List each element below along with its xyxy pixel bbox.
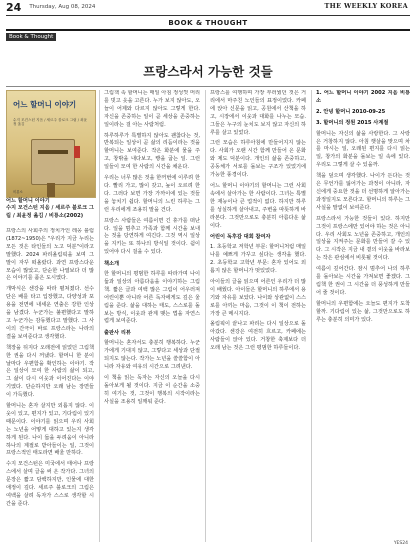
book-list-item: 3. 할머니의 정원 2015 사계절 (316, 119, 389, 126)
section-tag: Book & Thought (6, 33, 56, 41)
cover-title: 어느 할머니 이야기 (13, 100, 77, 109)
paragraph: 프랑스라서 가능한 것들이 있다. 하지만 그것이 프랑스에만 있어야 하는 것은 아니다. 우리 사회도 노년을 존중하고, 개인의 일상을 지켜주는 문화를 만들어 갈 수 있다. 그 시작은 지금 내 곁의 이웃을 바라보는 작은 관심에서 비롯될 것이다. (316, 215, 410, 262)
column-divider (99, 90, 100, 542)
book-cover-image (6, 90, 96, 198)
paragraph: 할머니의 우편함에는 오늘도 편지가 도착할까. 기다림이 있는 삶, 그것만으로도 하루는 충분히 의미가 있다. (316, 300, 410, 323)
paragraph: 프랑스의 사회주의 정치가인 레옹 블럼(1872~1950)은 "우리가 지금 누리는 모든 것은 타인들의 노고 덕분"이라고 말했다. 2024 파리올림픽을 보며 그 말이 자꾸 떠올랐다. 과연 프랑스다운 모습이 많았고, 단순한 나열보다 더 많은 이야기를 품은 도시였다. (6, 228, 94, 282)
paragraph: 한 할머니의 평범한 하루를 따라가며 나이 듦과 일상의 아름다움을 이야기하는 그림책. 짧은 글과 여백 많은 그림이 어우러져 어린이뿐 아니라 어른 독자에게도 깊은 울림을 준다. 삶을 대하는 태도, 스스로를 돌보는 방식, 이웃과 관계 맺는 법을 자연스럽게 보여준다. (104, 271, 200, 325)
paragraph: 할머니는 혼자 살지만 외롭지 않다. 이웃이 있고, 편지가 있고, 기다림이 있기 때문이다. 이야기를 읽으며 우리 사회는 노년을 어떻게 대하고 있는지 생각하게 된다. 나이 듦을 두려움이 아니라 하나의 계절로 받아들이는 일, 그것이 프랑스적인 태도라면 배울 만하다. (6, 403, 94, 457)
paragraph: 수지 모건스턴은 미국에서 태어나 프랑스에서 살며 글을 써 온 작가다. 그녀의 문장은 짧고 담백하지만, 인물에 대한 애정이 깊다. 세르주 블로크의 그림은 여백을 살려 독자가 스스로 생각할 시간을 준다. (6, 461, 94, 507)
section-rule (6, 29, 410, 31)
article-column-1 (6, 228, 94, 544)
article-column-3 (210, 90, 306, 542)
paragraph: 그런 모습은 하루아침에 만들어지지 않는다. 사회가 오랜 시간 함께 만들어 온 문화와 제도 덕분이다. 개인의 삶을 존중하고, 공동체가 서로를 돌보는 구조가 있었기에 가능한 풍경이다. (210, 140, 306, 179)
mailbox-flag (74, 146, 80, 158)
article-byline: YES24 (393, 541, 408, 546)
paragraph: 개막식은 센강을 따라 펼쳐졌다. 선수단은 배를 타고 입장했고, 다양성과 포용을 전면에 내세운 연출은 강한 인상을 남겼다. 누군가는 불편했다고 말하고 누군가는 감동했다고 말했다. 그 사이의 간극이 바로 프랑스라는 나라의 결을 보여준다고 생각했다. (6, 286, 94, 340)
headline-rule (6, 86, 410, 87)
paragraph: 아이들의 글을 읽으며 어른인 우리가 더 많이 배웠다. 아이들은 할머니의 하루에서 용기와 자유를 보았다. 나이와 상관없이 스스로를 아끼는 마음, 그것이 이 책이 전하는 가장 큰 메시지다. (210, 278, 306, 317)
header-rule (6, 15, 410, 16)
paragraph: 책을 덮으며 생각했다. 나이가 든다는 것은 무언가를 잃어가는 과정이 아니라, 자신에게 중요한 것을 더 선명하게 알아가는 과정일지도 모른다고. 할머니의 하루는 그 사실을 말없이 보여준다. (316, 173, 410, 211)
subheading-book-intro: 책소개 (104, 261, 120, 268)
column-divider (311, 90, 312, 542)
mailbox-slot (38, 150, 68, 154)
subheading-publisher-review: 출판사 리뷰 (104, 330, 131, 337)
paragraph: 책장을 뒤지다 오래전에 읽었던 그림책 한 권을 다시 꺼냈다. 할머니 한 분이 날마다 우편함을 확인하는 이야기. 작은 일상이 모여 한 사람의 삶이 되고, 그 삶이 다시 이웃과 이어진다는 이야기였다. 단순하지만 오래 남는 장면들이 가득했다. (6, 344, 94, 399)
caption-credits: 수지 모건스턴 지음 / 세르주 블로크 그림 / 최윤정 옮김 / 비룡소(2002) (6, 205, 94, 219)
paragraph: 프랑스를 여행하며 가장 부러웠던 것은 거리에서 마주친 노인들의 표정이었다. 카페에 앉아 신문을 읽고, 공원에서 산책을 하고, 시장에서 이웃과 대화를 나누는 모습. 그들은 누구의 눈치도 보지 않고 자신의 하루를 살고 있었다. (210, 90, 306, 136)
subheading-contest: 어린이 독후감 대회 참여자 (210, 234, 271, 241)
newspaper-name: THE WEEKLY KOREA (324, 2, 408, 10)
paragraph: 어느 할머니 이야기의 할머니는 그런 사회 속에서 살아가는 한 사람이다. 그녀는 특별한 재능이나 큰 업적이 없다. 하지만 하루를 성실하게 살아내고, 주변을 따뜻하게 바라본다. 그것만으로도 충분히 아름다운 삶이다. (210, 182, 306, 229)
mailbox-illustration (31, 139, 75, 185)
article-column-4 (316, 90, 410, 538)
paragraph: 우리는 너무 많은 것을 한꺼번에 이루려 한다. 빨리 가고, 많이 갖고, 높이 오르려 한다. 그러다 보면 가장 가까이에 있는 것들을 놓치기 쉽다. 할머니의 느린 하루는 그런 우리에게 조용히 말을 건다. (104, 175, 200, 213)
article-column-2 (104, 90, 200, 542)
cover-publisher: 비룡소 (13, 190, 23, 194)
section-title: BOOK & THOUGHT (168, 19, 248, 27)
paragraph: 이 책을 읽는 독자는 자신의 오늘을 다시 돌아보게 될 것이다. 지금 이 순간을 소중히 여기는 것, 그것이 행복의 시작이라는 사실을 조용히 일깨워 준다. (104, 374, 200, 405)
book-caption (6, 198, 94, 220)
column-divider (205, 90, 206, 542)
issue-date: Thursday, Aug 08, 2024 (29, 4, 96, 10)
paragraph: 1. 초등학교 저학년 부문: 할머니처럼 매일 나를 예쁘게 가꾸고 싶다는 생각을 했다. 2. 초등학교 고학년 부문: 혼자 있어도 외롭지 않은 할머니가 멋있었다. (210, 244, 306, 275)
paragraph: 그림책 속 할머니는 매일 아침 정성껏 머리를 빗고 옷을 고른다. 누가 보지 않아도, 오늘이 어제와 다르지 않아도 그렇게 한다. 자신을 존중하는 일이 곧 세상을 존중하는 일이라는 걸 아는 사람처럼. (104, 90, 200, 128)
caption-title: 어느 할머니 이야기 (6, 198, 50, 204)
paragraph: 할머니는 자신의 삶을 사랑한다. 그 사랑은 거창하지 않다. 아침 햇살을 맞으며 차를 마시는 일, 오래된 편지를 다시 읽는 일, 창가의 화분을 돌보는 일 속에 있다. 우리도 그렇게 살 수 있을까. (316, 130, 410, 169)
page-number: 24 (6, 0, 22, 14)
paragraph: 여름이 깊어간다. 잠시 멈추어 나의 하루를 돌아보는 시간을 가져보면 좋겠다. 그림책 한 권이 그 시간을 더 풍성하게 만들어 줄 것이다. (316, 266, 410, 296)
book-list-item: 2. 안녕 할머니 2010-09-25 (316, 108, 386, 115)
mailbox-post (47, 183, 55, 197)
cover-authors: 수지 모건스턴 지음 / 세르주 블로크 그림 / 최윤정 옮김 (13, 118, 88, 127)
book-list-item: 1. 어느 할머니 이야기 2002 지음 비룡소 (316, 90, 410, 104)
paragraph: 할머니는 혼자서도 충분히 행복하다. 누군가에게 기대지 않고, 그렇다고 세상과 단절되지도 않는다. 작가는 노년을 쓸쓸함이 아니라 자유와 여유의 시간으로 그려낸다. (104, 340, 200, 370)
paragraph: 프랑스 사람들은 여름이면 긴 휴가를 떠난다. 일을 멈추고 가족과 함께 시간을 보내는 것을 당연하게 여긴다. 그것 역시 일상을 지키는 또 하나의 방식일 것이다. 쉼이 있어야 다시 걸을 수 있다. (104, 217, 200, 256)
paragraph: 하루하루가 특별하지 않아도 괜찮다는 것, 반복되는 일상이 곧 삶의 리듬이라는 것을 할머니는 보여준다. 작은 화분에 물을 주고, 창밖을 내다보고, 빵을 굽는 일. 그런 일들이 모여 한 사람의 시간을 채운다. (104, 132, 200, 171)
article-headline: 프랑스라서 가능한 것들 (143, 64, 273, 79)
paragraph: 올림픽이 끝나고 파리는 다시 일상으로 돌아갔다. 센강은 여전히 흐르고, 카페에는 사람들이 앉아 있다. 거창한 축제보다 더 오래 남는 것은 그런 평범한 하루들이다. (210, 321, 306, 352)
